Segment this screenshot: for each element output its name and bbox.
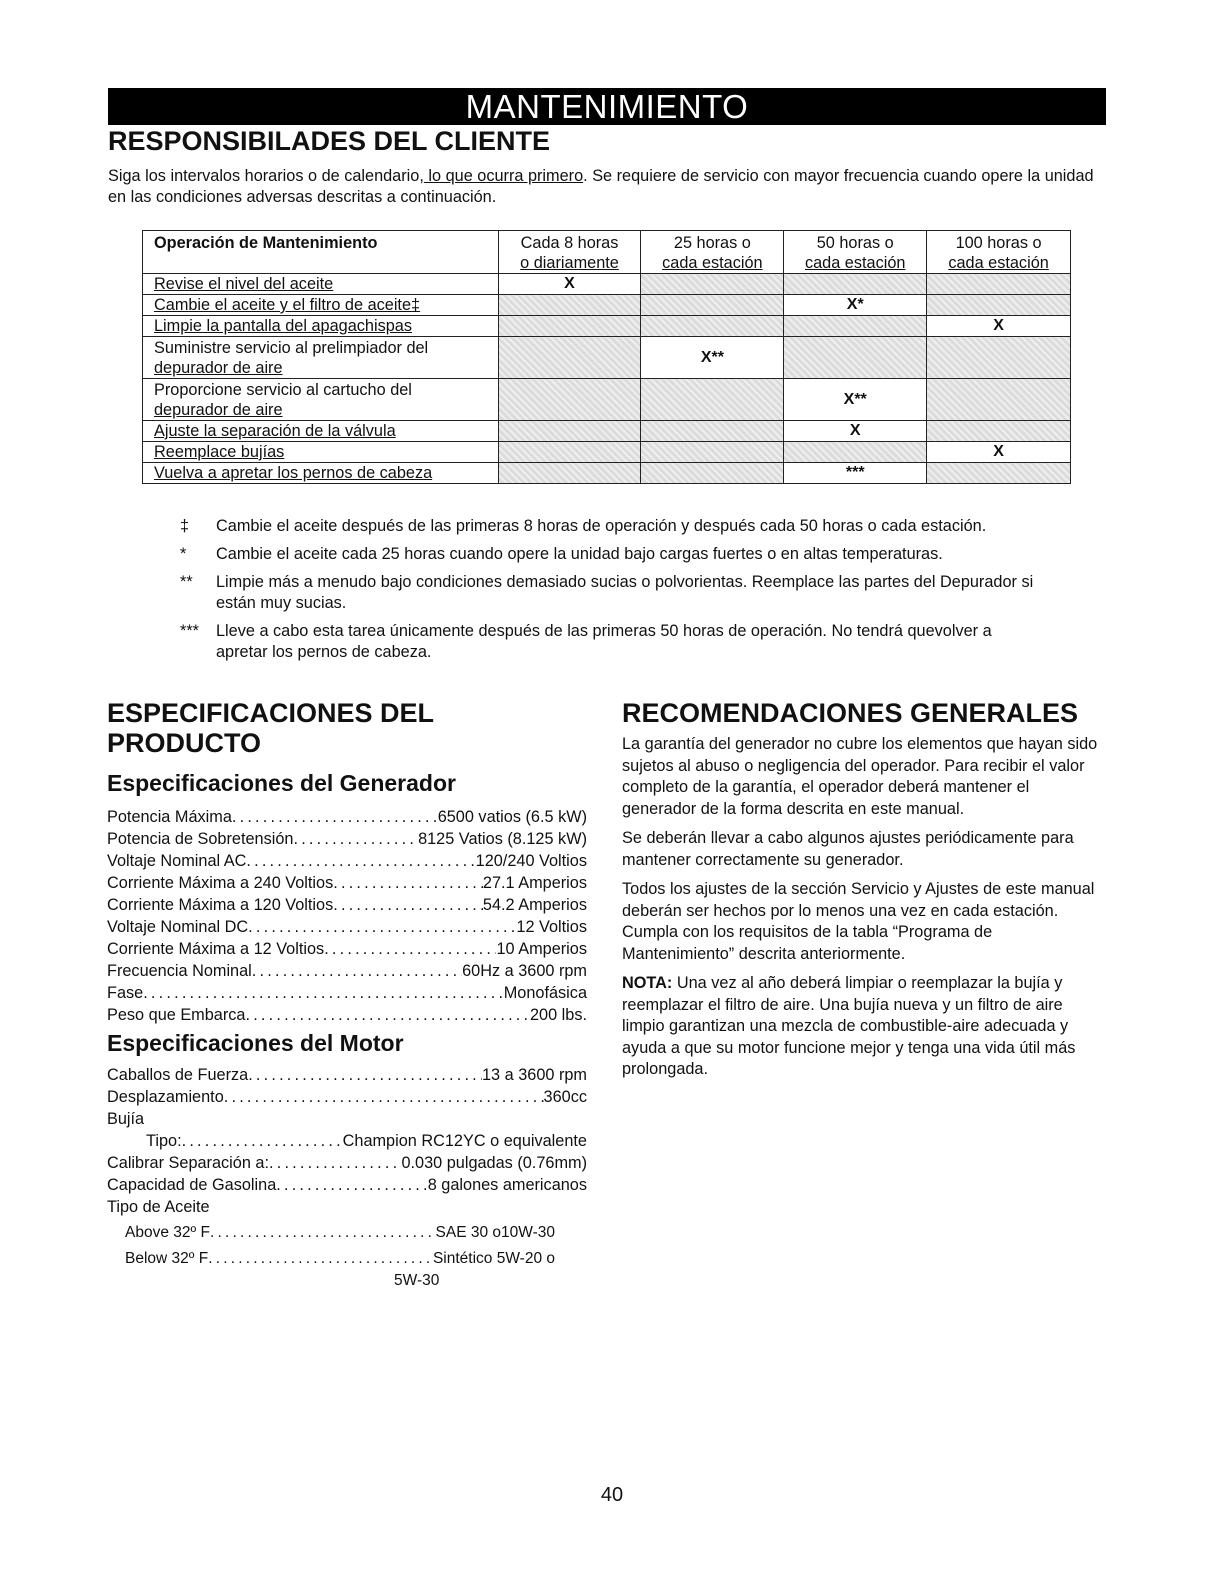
table-row xyxy=(143,316,1071,337)
spec-row: Voltaje Nominal AC ..... 120/240 Voltios xyxy=(107,850,587,872)
table-row xyxy=(143,442,1071,463)
table-header-row xyxy=(143,231,1071,274)
motor-specs-heading: Especificaciones del Motor xyxy=(107,1030,404,1056)
spec-row: Corriente Máxima a 12 Voltios ..... 10 Amperios xyxy=(107,938,587,960)
spec-row: Below 32º F ..... Sintético 5W-20 o xyxy=(107,1248,555,1270)
row-mark: X** xyxy=(784,379,927,421)
spec-row: Desplazamiento ..... 360cc xyxy=(107,1086,587,1108)
specs-heading: ESPECIFICACIONES DEL PRODUCTO xyxy=(107,698,435,758)
row-operation: Cambie el aceite y el filtro de aceite‡ xyxy=(143,295,499,316)
recommendations-body xyxy=(622,734,1100,1089)
row-mark: X** xyxy=(641,337,784,379)
row-mark: X xyxy=(784,421,927,442)
header-operation: Operación de Mantenimiento xyxy=(143,231,499,274)
row-operation: Suministre servicio al prelimpiador del depurador de aire xyxy=(143,337,499,379)
row-mark: *** xyxy=(784,463,927,484)
spec-row: Potencia de Sobretensión ..... 8125 Vatios (8.125 kW) xyxy=(107,828,587,850)
header-col-100h: 100 horas o cada estación xyxy=(927,231,1071,274)
spec-row: Voltaje Nominal DC ..... 12 Voltios xyxy=(107,916,587,938)
spec-row: Tipo de Aceite xyxy=(107,1198,210,1216)
header-col-50h: 50 horas o cada estación xyxy=(784,231,927,274)
row-operation: Ajuste la separación de la válvula xyxy=(143,421,499,442)
footnote: * Cambie el aceite cada 25 horas cuando opere la unidad bajo cargas fuertes o en altas temperaturas. xyxy=(180,545,943,563)
table-row xyxy=(143,421,1071,442)
spec-row: Calibrar Separación a: ..... 0.030 pulgadas (0.76mm) xyxy=(107,1152,587,1174)
spec-row-continuation: 5W-30 xyxy=(394,1272,440,1289)
header-col-25h: 25 horas o cada estación xyxy=(641,231,784,274)
spec-row: Capacidad de Gasolina ..... 8 galones americanos xyxy=(107,1174,587,1196)
spec-row: Fase ..... Monofásica xyxy=(107,982,587,1004)
spec-row: Bujía xyxy=(107,1110,145,1128)
spec-row: Corriente Máxima a 120 Voltios ..... 54.2 Amperios xyxy=(107,894,587,916)
row-mark: X* xyxy=(784,295,927,316)
section-banner: MANTENIMIENTO xyxy=(108,88,1106,125)
recommendation-paragraph: La garantía del generador no cubre los elementos que hayan sido sujetos al abuso o negligencia del operador. Para recibir el valor completo de la garantía, el operador deberá mantener el generador de la forma descrita en este manual. xyxy=(622,735,1098,818)
footnote: ‡ Cambie el aceite después de las primeras 8 horas de operación y después cada 50 horas o cada estación. xyxy=(180,517,987,535)
responsibilities-heading: RESPONSIBILADES DEL CLIENTE xyxy=(108,126,551,156)
spec-row: Potencia Máxima ..... 6500 vatios (6.5 kW) xyxy=(107,806,587,828)
spec-row: Above 32º F ..... SAE 30 o10W-30 xyxy=(107,1222,555,1244)
spec-row: Frecuencia Nominal ..... 60Hz a 3600 rpm xyxy=(107,960,587,982)
row-mark: X xyxy=(927,316,1071,337)
spec-row: Corriente Máxima a 240 Voltios ..... 27.1 Amperios xyxy=(107,872,587,894)
recommendation-paragraph: Todos los ajustes de la sección Servicio y Ajustes de este manual deberán ser hechos por lo menos una vez en cada estación. Cumpla con los requisitos de la tabla “Programa de Mantenimiento” descrita anteriormente. xyxy=(622,880,1095,963)
row-mark: X xyxy=(498,274,641,295)
header-col-8h: Cada 8 horas o diariamente xyxy=(498,231,641,274)
recommendation-paragraph: Se deberán llevar a cabo algunos ajustes periódicamente para mantener correctamente su generador. xyxy=(622,829,1074,869)
generator-specs-list xyxy=(107,806,587,1026)
row-operation: Limpie la pantalla del apagachispas xyxy=(143,316,499,337)
responsibilities-intro: Siga los intervalos horarios o de calendario, lo que ocurra primero. Se requiere de servicio con mayor frecuencia cuando opere la unidad en las condiciones adversas descritas a continuación. xyxy=(108,167,1094,206)
page-number: 40 xyxy=(600,1484,624,1506)
recommendation-note: NOTA: Una vez al año deberá limpiar o reemplazar la bujía y reemplazar el filtro de aire. Una bujía nueva y un filtro de aire limpio garantizan una mezcla de combustible-aire adecuada y ayuda a que su motor funcione mejor y tenga una vida útil más prolongada. xyxy=(622,974,1076,1078)
table-row xyxy=(143,337,1071,379)
row-mark: X xyxy=(927,442,1071,463)
table-row xyxy=(143,463,1071,484)
row-operation: Vuelva a apretar los pernos de cabeza xyxy=(143,463,499,484)
table-row xyxy=(143,274,1071,295)
maintenance-table xyxy=(142,230,1071,484)
spec-row: Caballos de Fuerza ..... 13 a 3600 rpm xyxy=(107,1064,587,1086)
footnote: ** Limpie más a menudo bajo condiciones demasiado sucias o polvorientas. Reemplace las partes del Depurador si están muy sucias. xyxy=(180,573,1034,612)
spec-row: Peso que Embarca ..... 200 lbs. xyxy=(107,1004,587,1026)
recommendations-heading: RECOMENDACIONES GENERALES xyxy=(622,698,1079,728)
table-row xyxy=(143,379,1071,421)
spec-row: Tipo: ..... Champion RC12YC o equivalente xyxy=(107,1130,587,1152)
footnote: *** Lleve a cabo esta tarea únicamente después de las primeras 50 horas de operación. No tendrá quevolver a apretar los pernos de cabeza. xyxy=(180,622,992,661)
table-footnotes xyxy=(180,516,1040,670)
row-operation: Revise el nivel del aceite xyxy=(143,274,499,295)
row-operation: Reemplace bujías xyxy=(143,442,499,463)
generator-specs-heading: Especificaciones del Generador xyxy=(107,770,456,796)
row-operation: Proporcione servicio al cartucho del depurador de aire xyxy=(143,379,499,421)
table-row xyxy=(143,295,1071,316)
motor-specs-list xyxy=(107,1064,587,1292)
